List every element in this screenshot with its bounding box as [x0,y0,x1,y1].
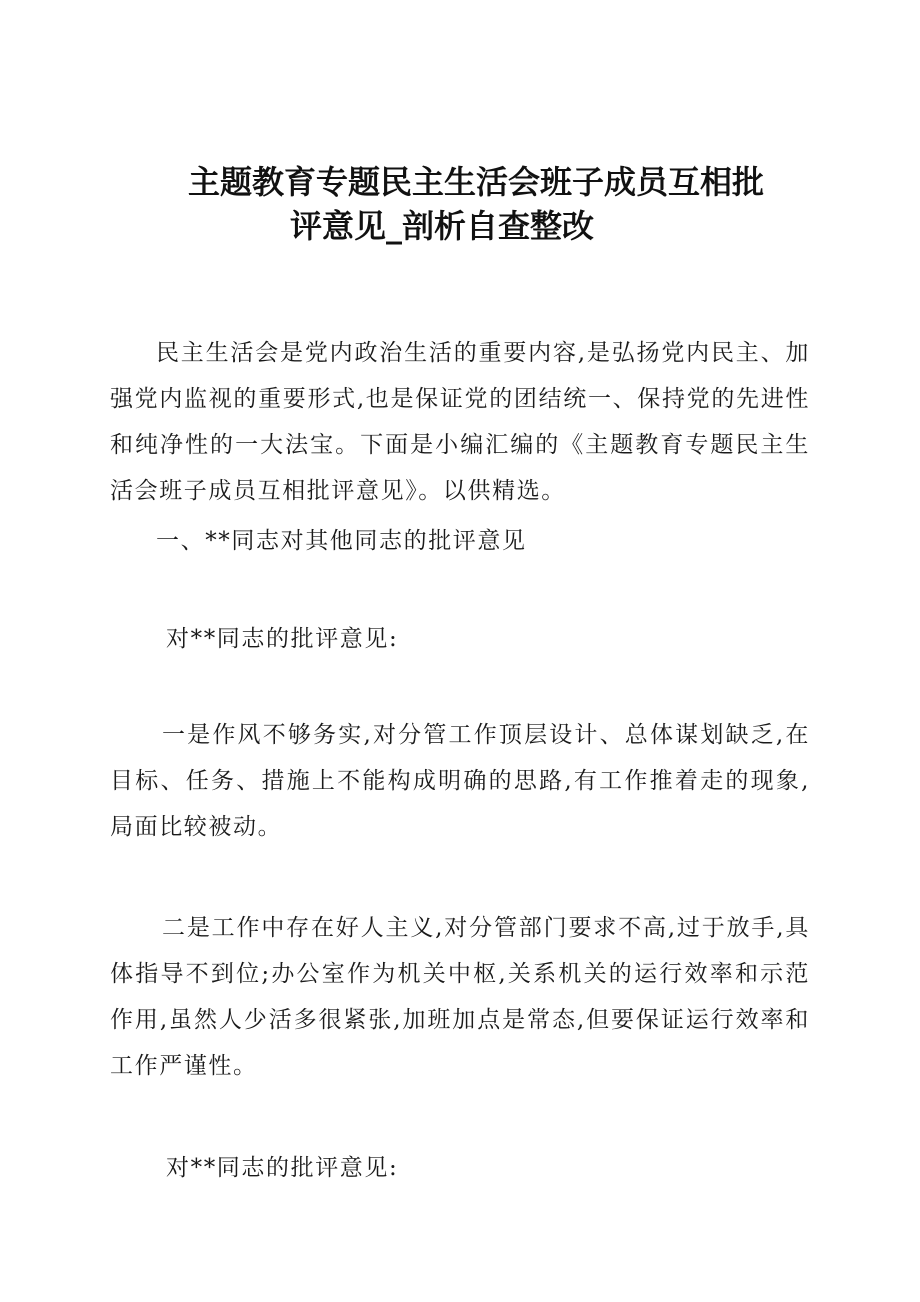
document-title-line-2: 评意见_剖析自查整改 [290,207,595,245]
criticism-point: 二是工作中存在好人主义,对分管部门要求不高,过于放手,具体指导不到位;办公室作为机关中枢,关系机关的运行效率和示范作用,虽然人少活多很紧张,加班加点是常态,但要保证运行效率和工作严谨性。 [110,915,810,1079]
document-title-line-1: 主题教育专题民主生活会班子成员互相批 [188,163,765,201]
document-title [150,160,830,248]
criticism-label: 对**同志的批评意见: [166,626,399,652]
criticism-point: 一是作风不够务实,对分管工作顶层设计、总体谋划缺乏,在目标、任务、措施上不能构成明确的思路,有工作推着走的现象,局面比较被动。 [110,722,810,840]
intro-paragraph: 民主生活会是党内政治生活的重要内容,是弘扬党内民主、加强党内监视的重要形式,也是保证党的团结统一、保持党的先进性和纯净性的一大法宝。下面是小编汇编的《主题教育专题民主生活会班子成员互相批评意见》。以供精选。 [110,340,810,504]
criticism-label: 对**同志的批评意见: [166,1155,399,1181]
section-heading: 一、**同志对其他同志的批评意见 [156,528,527,554]
